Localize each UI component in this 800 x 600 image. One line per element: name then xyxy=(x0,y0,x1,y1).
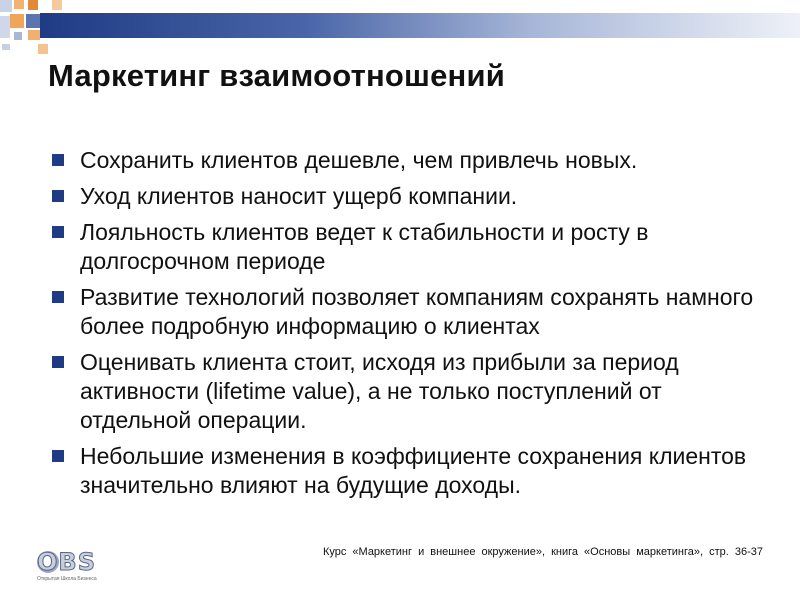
bullet-item xyxy=(50,218,770,276)
square-bullet-icon xyxy=(52,154,64,166)
decor-square xyxy=(0,0,12,12)
source-footnote: Курс «Маркетинг и внешнее окружение», книга «Основы маркетинга», стр. 36-37 xyxy=(322,546,763,558)
decor-square xyxy=(38,44,48,54)
bullet-item xyxy=(50,146,770,175)
decor-square xyxy=(14,0,24,9)
bullet-text: Лояльность клиентов ведет к стабильности и росту в долгосрочном периоде xyxy=(80,219,649,274)
bullet-text: Оценивать клиента стоит, исходя из прибыли за период активности (lifetime value), а не только поступлений от отдельной операции. xyxy=(80,349,679,433)
decor-square xyxy=(28,0,38,10)
bullet-item xyxy=(50,348,770,435)
bullet-text: Сохранить клиентов дешевле, чем привлечь новых. xyxy=(80,147,638,173)
bullet-list xyxy=(50,146,770,507)
bullet-item xyxy=(50,442,770,500)
decor-square xyxy=(10,14,24,28)
decor-square xyxy=(52,0,62,10)
decor-square xyxy=(14,32,22,40)
square-bullet-icon xyxy=(52,356,64,368)
bullet-item xyxy=(50,283,770,341)
header-gradient-bar xyxy=(40,13,800,38)
bullet-text: Уход клиентов наносит ущерб компании. xyxy=(80,183,518,209)
square-bullet-icon xyxy=(52,291,64,303)
square-bullet-icon xyxy=(52,190,64,202)
decor-square xyxy=(28,30,40,40)
slide-title: Маркетинг взаимоотношений xyxy=(48,58,505,93)
bullet-text: Небольшие изменения в коэффициенте сохранения клиентов значительно влияют на будущие доходы. xyxy=(80,443,747,498)
logo-tagline: Открытая Школа Бизнеса xyxy=(37,576,97,582)
square-bullet-icon xyxy=(52,226,64,238)
square-bullet-icon xyxy=(52,450,64,462)
decor-square xyxy=(0,16,10,38)
decor-square xyxy=(26,14,40,28)
obs-logo xyxy=(37,548,107,586)
decor-square xyxy=(2,44,10,50)
logo-text: OBS xyxy=(37,548,96,576)
bullet-item xyxy=(50,182,770,211)
bullet-text: Развитие технологий позволяет компаниям сохранять намного более подробную информацию о клиентах xyxy=(80,284,754,339)
